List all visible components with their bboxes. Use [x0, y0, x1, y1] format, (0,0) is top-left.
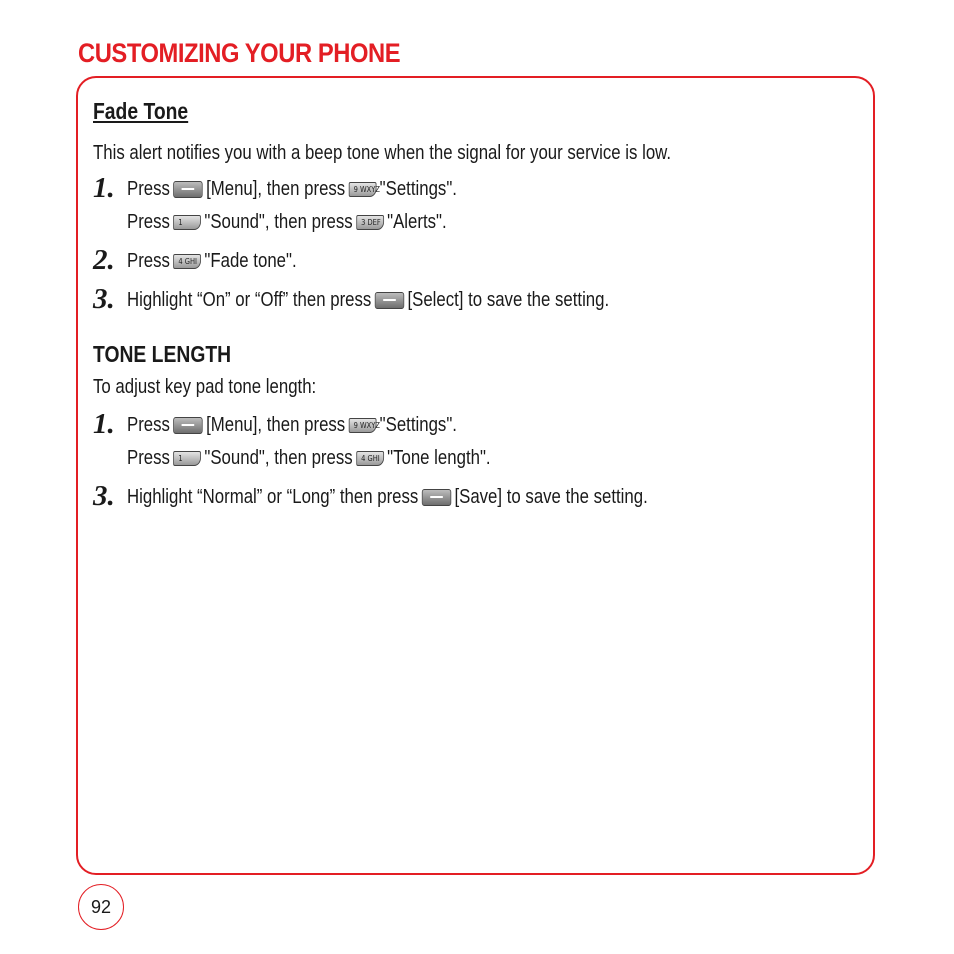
tone-length-step1-line1 [127, 414, 457, 437]
key-1-icon: 1 [173, 215, 201, 230]
fade-tone-step2-line1 [127, 250, 297, 273]
key-1-icon: 1 [173, 451, 201, 466]
fade-tone-step1-line1 [127, 178, 457, 201]
step-text: "Tone length". [387, 447, 491, 469]
soft-key-icon [173, 417, 202, 434]
key-3-icon: 3 DEF [356, 215, 384, 230]
key-9-icon: 9 WXYZ [349, 418, 377, 433]
fade-tone-step-number: 1. [93, 172, 115, 204]
soft-key-icon [422, 489, 451, 506]
step-text: Press [127, 178, 170, 200]
page-number: 92 [78, 884, 124, 930]
soft-key-icon [173, 181, 202, 198]
fade-tone-step-number: 3. [93, 283, 115, 315]
soft-key-icon [375, 292, 404, 309]
step-text: "Alerts". [387, 211, 447, 233]
fade-tone-step3-line1 [127, 289, 609, 312]
key-9-icon: 9 WXYZ [349, 182, 377, 197]
step-text: [Menu], then press [206, 178, 346, 200]
step-text: Highlight “Normal” or “Long” then press [127, 486, 419, 508]
step-text: Press [127, 250, 170, 272]
step-text: [Menu], then press [206, 414, 346, 436]
step-text: "Settings". [379, 178, 457, 200]
key-4-icon: 4 GHI [173, 254, 201, 269]
step-text: "Sound", then press [204, 211, 353, 233]
fade-tone-step-number: 2. [93, 244, 115, 276]
fade-tone-description: This alert notifies you with a beep tone when the signal for your service is low. [93, 142, 672, 164]
step-text: [Save] to save the setting. [454, 486, 648, 508]
tone-length-step3-line1 [127, 486, 648, 509]
step-text: Highlight “On” or “Off” then press [127, 289, 372, 311]
page-header-title: CUSTOMIZING YOUR PHONE [78, 38, 401, 68]
fade-tone-step1-line2 [127, 211, 447, 234]
step-text: Press [127, 414, 170, 436]
tone-length-step-number: 1. [93, 408, 115, 440]
tone-length-step-number: 3. [93, 480, 115, 512]
tone-length-step1-line2 [127, 447, 491, 470]
step-text: "Sound", then press [204, 447, 353, 469]
step-text: "Fade tone". [204, 250, 297, 272]
step-text: "Settings". [379, 414, 457, 436]
step-text: [Select] to save the setting. [407, 289, 610, 311]
step-text: Press [127, 447, 170, 469]
fade-tone-title: Fade Tone [93, 98, 189, 124]
key-4-icon: 4 GHI [356, 451, 384, 466]
tone-length-title: TONE LENGTH [93, 341, 232, 367]
step-text: Press [127, 211, 170, 233]
tone-length-description: To adjust key pad tone length: [93, 376, 317, 398]
